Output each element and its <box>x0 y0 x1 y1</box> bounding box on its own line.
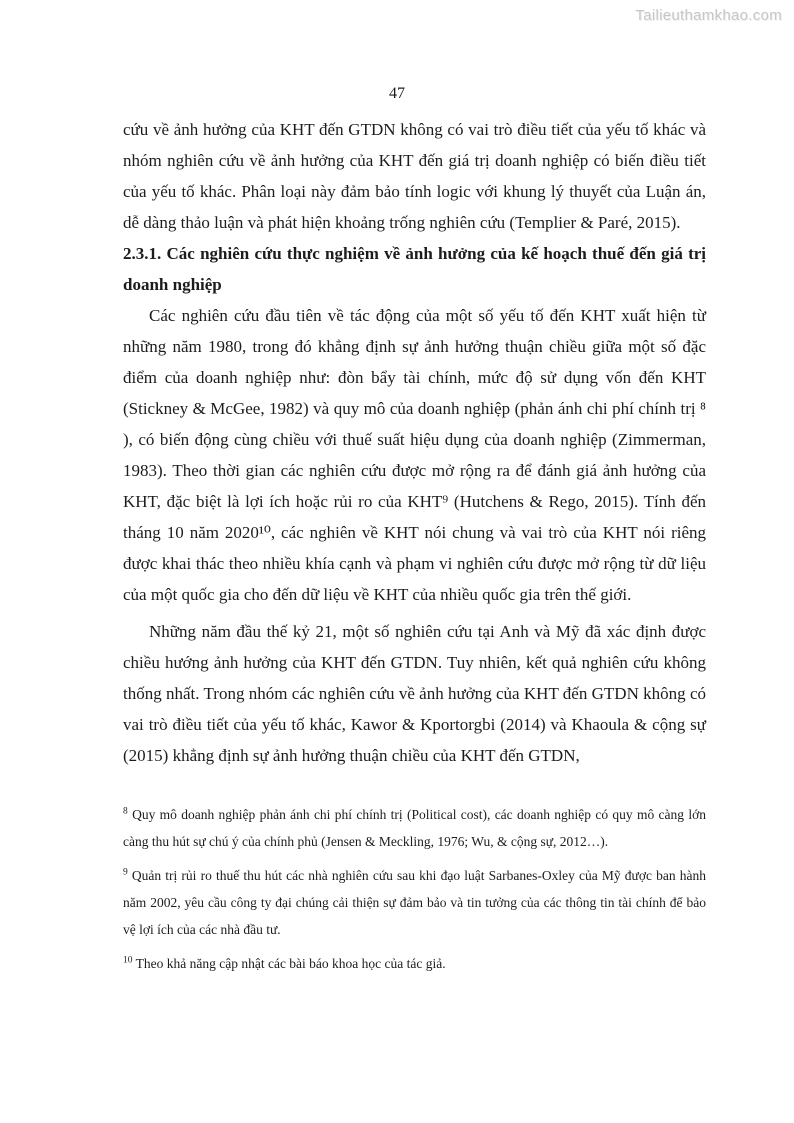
footnote-text-10: Theo khả năng cập nhật các bài báo khoa học của tác giả. <box>132 956 446 971</box>
footnotes-section <box>123 801 706 977</box>
footnote-8 <box>123 801 706 855</box>
page-number: 47 <box>389 85 405 102</box>
footnote-marker-8: 8 <box>123 806 128 817</box>
paragraph-continuation: cứu về ảnh hưởng của KHT đến GTDN không có vai trò điều tiết của yếu tố khác và nhóm nghiên cứu về ảnh hưởng của KHT đến giá trị doanh nghiệp có biến điều tiết của yếu tố khác. Phân loại này đảm bảo tính logic với khung lý thuyết của Luận án, dễ dàng thảo luận và phát hiện khoảng trống nghiên cứu (Templier & Paré, 2015). <box>123 120 706 232</box>
footnote-marker-10: 10 <box>123 955 133 966</box>
footnote-text-9: Quản trị rủi ro thuế thu hút các nhà nghiên cứu sau khi đạo luật Sarbanes-Oxley của Mỹ được ban hành năm 2002, yêu cầu công ty đại chúng cải thiện sự đảm bảo và tin tưởng của các thông tin tài chính để bảo vệ lợi ích của các nhà đầu tư. <box>123 868 706 937</box>
footnote-text-8: Quy mô doanh nghiệp phản ánh chi phí chính trị (Political cost), các doanh nghiệp có quy mô càng lớn càng thu hút sự chú ý của chính phủ (Jensen & Meckling, 1976; Wu, & cộng sự, 2012…). <box>123 807 706 849</box>
footnote-marker-9: 9 <box>123 867 128 878</box>
watermark: Tailieuthamkhao.com <box>635 7 782 24</box>
paragraph-21st-century: Những năm đầu thế kỷ 21, một số nghiên cứu tại Anh và Mỹ đã xác định được chiều hướng ảnh hưởng của KHT đến GTDN. Tuy nhiên, kết quả nghiên cứu không thống nhất. Trong nhóm các nghiên cứu về ảnh hưởng của KHT đến GTDN không có vai trò điều tiết của yếu tố khác, Kawor & Kportorgbi (2014) và Khaoula & cộng sự (2015) khẳng định sự ảnh hưởng thuận chiều của KHT đến GTDN, <box>123 622 706 765</box>
page-body <box>123 114 706 977</box>
paragraph-early-studies: Các nghiên cứu đầu tiên về tác động của một số yếu tố đến KHT xuất hiện từ những năm 1980, trong đó khẳng định sự ảnh hưởng thuận chiều giữa một số đặc điểm của doanh nghiệp như: đòn bẩy tài chính, mức độ sử dụng vốn đến KHT (Stickney & McGee, 1982) và quy mô của doanh nghiệp (phản ánh chi phí chính trị ⁸ ), có biến động cùng chiều với thuế suất hiệu dụng của doanh nghiệp (Zimmerman, 1983). Theo thời gian các nghiên cứu được mở rộng ra để đánh giá ảnh hưởng của KHT, đặc biệt là lợi ích hoặc rủi ro của KHT⁹ (Hutchens & Rego, 2015). Tính đến tháng 10 năm 2020¹⁰, các nghiên về KHT nói chung và vai trò của KHT nói riêng được khai thác theo nhiều khía cạnh và phạm vi nghiên cứu được mở rộng từ dữ liệu của một quốc gia cho đến dữ liệu về KHT của nhiều quốc gia trên thế giới. <box>123 306 706 604</box>
section-heading-2-3-1: 2.3.1. Các nghiên cứu thực nghiệm về ảnh hưởng của kế hoạch thuế đến giá trị doanh nghiệp <box>123 244 706 294</box>
footnote-10 <box>123 950 706 977</box>
footnote-9 <box>123 862 706 943</box>
